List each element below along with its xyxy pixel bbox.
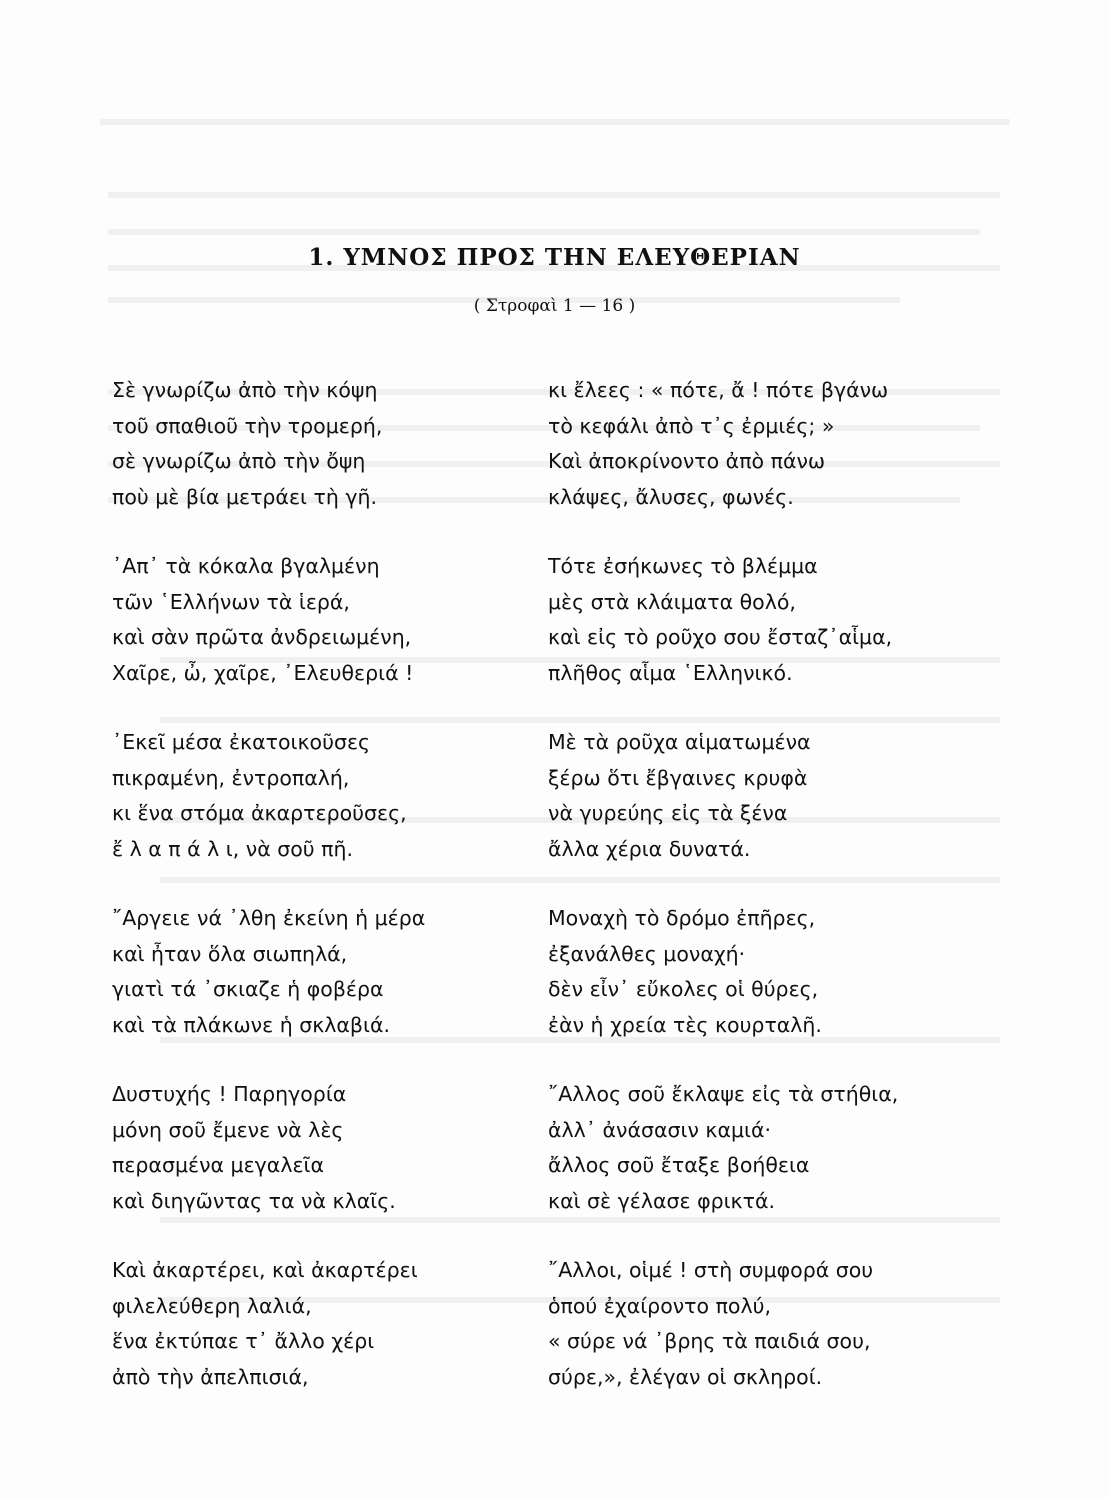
verse-line: ῎Αργειε νά ᾿λθη ἐκείνη ἡ μέρα <box>112 906 426 930</box>
verse-line: ἄλλα χέρια δυνατά. <box>548 836 751 861</box>
verse-line: καὶ σὰν πρῶτα ἀνδρειωμένη, <box>112 625 412 649</box>
verse-line: Καὶ ἀκαρτέρει, καὶ ἀκαρτέρει <box>112 1258 418 1282</box>
poem-subtitle: ( Στροφαὶ 1 — 16 ) <box>473 296 636 316</box>
verse-line: Καὶ ἀποκρίνοντο ἀπὸ πάνω <box>548 449 826 473</box>
verse-line: ἔ λ α π ά λ ι, νὰ σοῦ πῆ. <box>112 836 354 861</box>
verse-line: ἀλλ᾿ ἀνάσασιν καμιά· <box>548 1117 772 1142</box>
verse-line: ῎Αλλος σοῦ ἔκλαψε εἰς τὰ στήθια, <box>548 1082 899 1106</box>
verse-line: Σὲ γνωρίζω ἀπὸ τὴν κόψη <box>112 378 378 402</box>
verse-line: Δυστυχής ! Παρηγορία <box>112 1082 347 1106</box>
verse-line: κλάψες, ἄλυσες, φωνές. <box>548 484 794 509</box>
right-column <box>548 373 968 1429</box>
stanza <box>548 1077 968 1253</box>
verse-line: καὶ ἦταν ὅλα σιωπηλά, <box>112 941 348 966</box>
verse-line: πλῆθος αἷμα ῾Ελληνικό. <box>548 660 793 685</box>
verse-line: ᾿Απ᾿ τὰ κόκαλα βγαλμένη <box>112 554 380 578</box>
verse-line: ῎Αλλοι, οἱμέ ! στὴ συμφορά σου <box>548 1258 874 1282</box>
verse-line: τῶν ῾Ελλήνων τὰ ἱερά, <box>112 589 350 614</box>
verse-line: τὸ κεφάλι ἀπὸ τ᾿ς ἐρμιές; » <box>548 413 835 438</box>
verse-line: ἐὰν ἡ χρεία τὲς κουρταλῆ. <box>548 1012 822 1037</box>
verse-line: Τότε ἐσήκωνες τὸ βλέμμα <box>548 554 818 578</box>
verse-line: γιατὶ τά ᾿σκιαζε ἡ φοβέρα <box>112 977 384 1001</box>
verse-line: φιλελεύθερη λαλιά, <box>112 1293 312 1318</box>
stanza <box>548 901 968 1077</box>
stanza <box>548 1253 968 1429</box>
verse-line: περασμένα μεγαλεῖα <box>112 1153 324 1177</box>
verse-line: κι ἕνα στόμα ἀκαρτεροῦσες, <box>112 801 407 825</box>
verse-line: πικραμένη, ἐντροπαλή, <box>112 765 350 790</box>
stanza <box>112 725 532 901</box>
stanza <box>112 901 532 1077</box>
stanza <box>112 1253 532 1429</box>
verse-line: κι ἔλεες : « πότε, ἄ ! πότε βγάνω <box>548 378 889 402</box>
verse-line: ξέρω ὅτι ἔβγαινες κρυφὰ <box>548 765 808 790</box>
verse-line: δὲν εἶν᾿ εὔκολες οἱ θύρες, <box>548 977 819 1001</box>
stanza <box>548 549 968 725</box>
verse-line: ἀπὸ τὴν ἀπελπισιά, <box>112 1364 309 1389</box>
verse-line: καὶ εἰς τὸ ροῦχο σου ἔσταζ᾿αἷμα, <box>548 625 893 649</box>
verse-line: « σύρε νά ᾿βρης τὰ παιδιά σου, <box>548 1329 871 1353</box>
verse-line: μὲς στὰ κλάιματα θολό, <box>548 589 796 614</box>
stanza <box>548 373 968 549</box>
stanza <box>112 373 532 549</box>
poem-title: 1. ΥΜΝΟΣ ΠΡΟΣ ΤΗΝ ΕΛΕΥΘΕΡΙΑΝ <box>308 244 801 271</box>
verse-line: ὁπού ἐχαίροντο πολύ, <box>548 1293 771 1318</box>
verse-line: Χαῖρε, ὦ, χαῖρε, ᾿Ελευθεριά ! <box>112 660 414 685</box>
stanza <box>112 1077 532 1253</box>
verse-line: σύρε,», ἐλέγαν οἱ σκληροί. <box>548 1364 823 1389</box>
verse-line: ἄλλος σοῦ ἔταξε βοήθεια <box>548 1153 810 1177</box>
verse-line: τοῦ σπαθιοῦ τὴν τρομερή, <box>112 413 383 438</box>
verse-line: καὶ διηγῶντας τα νὰ κλαῖς. <box>112 1188 396 1213</box>
verse-line: σὲ γνωρίζω ἀπὸ τὴν ὄψη <box>112 449 366 473</box>
verse-line: ποὺ μὲ βία μετράει τὴ γῆ. <box>112 484 377 509</box>
verse-line: καὶ σὲ γέλασε φρικτά. <box>548 1188 776 1213</box>
verse-line: Μὲ τὰ ροῦχα αἱματωμένα <box>548 730 811 754</box>
left-column <box>112 373 532 1429</box>
stanza <box>548 725 968 901</box>
verse-line: ἐξανάλθες μοναχή· <box>548 941 746 966</box>
verse-line: νὰ γυρεύης εἰς τὰ ξένα <box>548 801 788 825</box>
verse-line: μόνη σοῦ ἔμενε νὰ λὲς <box>112 1117 344 1142</box>
stanza <box>112 549 532 725</box>
verse-line: Μοναχὴ τὸ δρόμο ἐπῆρες, <box>548 906 816 930</box>
verse-line: ᾿Εκεῖ μέσα ἐκατοικοῦσες <box>112 730 371 754</box>
verse-line: καὶ τὰ πλάκωνε ἡ σκλαβιά. <box>112 1012 390 1037</box>
verse-line: ἕνα ἐκτύπαε τ᾿ ἄλλο χέρι <box>112 1329 375 1353</box>
